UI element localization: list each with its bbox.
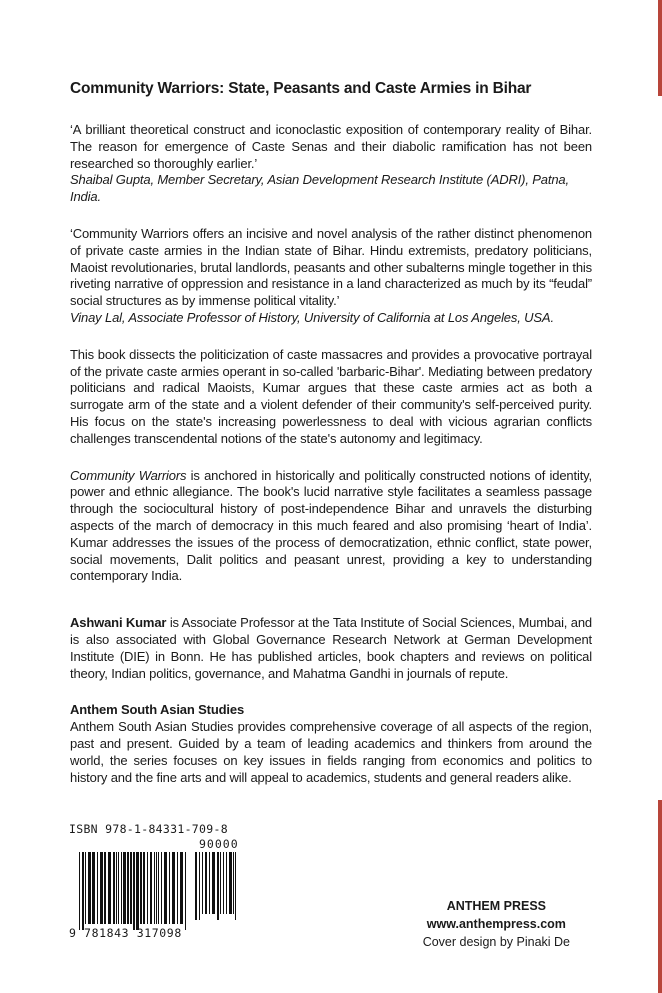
- ean-digits: 9 781843 317098: [69, 926, 182, 940]
- author-bio: [70, 615, 592, 682]
- barcode-bar: [130, 852, 132, 924]
- blurb-2-attribution: Vinay Lal, Associate Professor of History, University of California at Los Angeles, USA.: [70, 309, 554, 325]
- barcode-bar: [172, 852, 175, 924]
- barcode-bar: [85, 852, 86, 924]
- barcode-bar: [199, 852, 200, 920]
- barcode-bar: [100, 852, 103, 924]
- blurb-1-attribution: Shaibal Gupta, Member Secretary, Asian Development Research Institute (ADRI), Patna, India.: [70, 172, 569, 205]
- author-name: Ashwani Kumar: [70, 615, 167, 631]
- barcode-bar: [154, 852, 155, 924]
- addon-barcode-bars: [195, 852, 239, 920]
- book-title-italic: Community Warriors: [70, 467, 187, 483]
- barcode-bar: [164, 852, 167, 924]
- barcode-bar: [108, 852, 111, 924]
- publisher-website: www.anthempress.com: [426, 917, 566, 931]
- barcode-bar: [118, 852, 119, 924]
- barcode-bar: [97, 852, 98, 924]
- series-text: Anthem South Asian Studies provides comprehensive coverage of all aspects of the region, past and present. Guided by a team of leading academics and thinkers from around the world, the series focuses on key issues in fields ranging from economics and politics to history and the fine arts and will appeal to academics, students and general readers alike.: [70, 719, 592, 785]
- author-bio-text: [70, 615, 592, 682]
- series-section: [70, 702, 592, 786]
- barcode-bar: [113, 852, 115, 924]
- description-text-2: [70, 468, 592, 586]
- barcode-bar: [150, 852, 152, 924]
- barcode-bar: [123, 852, 126, 924]
- barcode-bar: [177, 852, 178, 924]
- barcode-bar: [82, 852, 84, 930]
- description-paragraph-2: [70, 468, 592, 586]
- back-cover-text: [70, 80, 592, 806]
- barcode-bar: [202, 852, 203, 914]
- blurb-2: [70, 226, 592, 327]
- isbn-number: ISBN 978-1-84331-709-8: [69, 822, 228, 836]
- barcode-bar: [88, 852, 91, 924]
- publisher-name: ANTHEM PRESS: [446, 899, 547, 913]
- blurb-1: [70, 122, 592, 206]
- description-text-2-rest: is anchored in historically and politically constructed notions of identity, power and ethnic allegiance. The book's lucid narrative style facilitates a seamless passage through the sociocultural history of post-independence Bihar and unravels the disturbing aspects of the march of democracy in this much feared and also promising ‘heart of India’. Kumar addresses the issues of the process of democratization, ethnic conflict, state power, social movements, Dalit politics and peasant unrest, providing a key to understanding contemporary India.: [70, 467, 592, 584]
- description-text-1: This book dissects the politicization of caste massacres and provides a provocative portrayal of the private caste armies operant in so-called 'barbaric-Bihar'. Mediating between predatory politicians and radical Maoists, Kumar argues that these caste armies act as both a surrogate arm of the state and a violent defender of their community's self-perceived purity. His focus on the state's increasing powerlessness to deal with vicious agrarian conflicts challenges transcendental notions of the state's autonomy and legitimacy.: [70, 346, 592, 446]
- barcode-bar: [195, 852, 197, 920]
- barcode-bar: [169, 852, 170, 924]
- barcode-bar: [92, 852, 95, 924]
- barcode-bar: [209, 852, 210, 914]
- barcode-bar: [217, 852, 219, 920]
- barcode-bar: [136, 852, 139, 930]
- barcode-bar: [161, 852, 162, 924]
- series-title: Anthem South Asian Studies: [70, 702, 245, 718]
- author-bio-rest: is Associate Professor at the Tata Institute of Social Sciences, Mumbai, and is also associated with Global Governance Research Network at German Development Institute (DIE) in Bonn. He has published articles, book chapters and reviews on political theory, Indian politics, governance, and Mahatma Gandhi in journals of repute.: [70, 615, 592, 681]
- barcode-bar: [226, 852, 227, 914]
- description-paragraph-1: [70, 347, 592, 448]
- blurb-2-quote: ‘Community Warriors offers an incisive and novel analysis of the rather distinct phenomenon of private caste armies in the Indian state of Bihar. Hindu extremists, predatory politicians, Maoist revolutionaries, brutal landlords, peasants and other subalterns mingle together in this riveting narrative of oppression and resistance in a land characterized as much by its “feudal” social structures as by immense political vitality.’: [70, 225, 592, 309]
- blurb-1-quote: ‘A brilliant theoretical construct and iconoclastic exposition of contemporary reality of Bihar. The reason for emergence of Caste Senas and their diabolic ramification has not been researched so thoroughly earlier.’: [70, 122, 592, 171]
- publisher-info: [423, 897, 570, 951]
- barcode-bar: [104, 852, 106, 924]
- barcode-bar: [229, 852, 232, 914]
- barcode-bar: [235, 852, 236, 920]
- barcode-bar: [127, 852, 129, 924]
- barcode-bar: [158, 852, 159, 924]
- book-title: Community Warriors: State, Peasants and Caste Armies in Bihar: [70, 80, 532, 97]
- barcode-bar: [143, 852, 145, 924]
- barcode-bar: [79, 852, 80, 930]
- barcode-bar: [121, 852, 122, 924]
- price-code: 90000: [199, 837, 239, 851]
- barcode-bar: [116, 852, 117, 924]
- barcode-bar: [205, 852, 207, 914]
- barcode-bar: [223, 852, 224, 914]
- barcode-bar: [233, 852, 234, 914]
- barcode-bar: [133, 852, 135, 930]
- barcode-bar: [212, 852, 215, 914]
- barcode-bar: [220, 852, 221, 914]
- ean-barcode-bars: [79, 852, 189, 930]
- barcode-bar: [147, 852, 148, 924]
- barcode-bar: [185, 852, 186, 930]
- barcode-bar: [180, 852, 183, 924]
- cover-edge-accent-top: [658, 0, 662, 96]
- cover-edge-accent-bottom: [658, 800, 662, 993]
- cover-design-credit: Cover design by Pinaki De: [422, 935, 570, 949]
- barcode-bar: [140, 852, 142, 924]
- barcode-bar: [156, 852, 157, 924]
- isbn-barcode: [69, 822, 269, 942]
